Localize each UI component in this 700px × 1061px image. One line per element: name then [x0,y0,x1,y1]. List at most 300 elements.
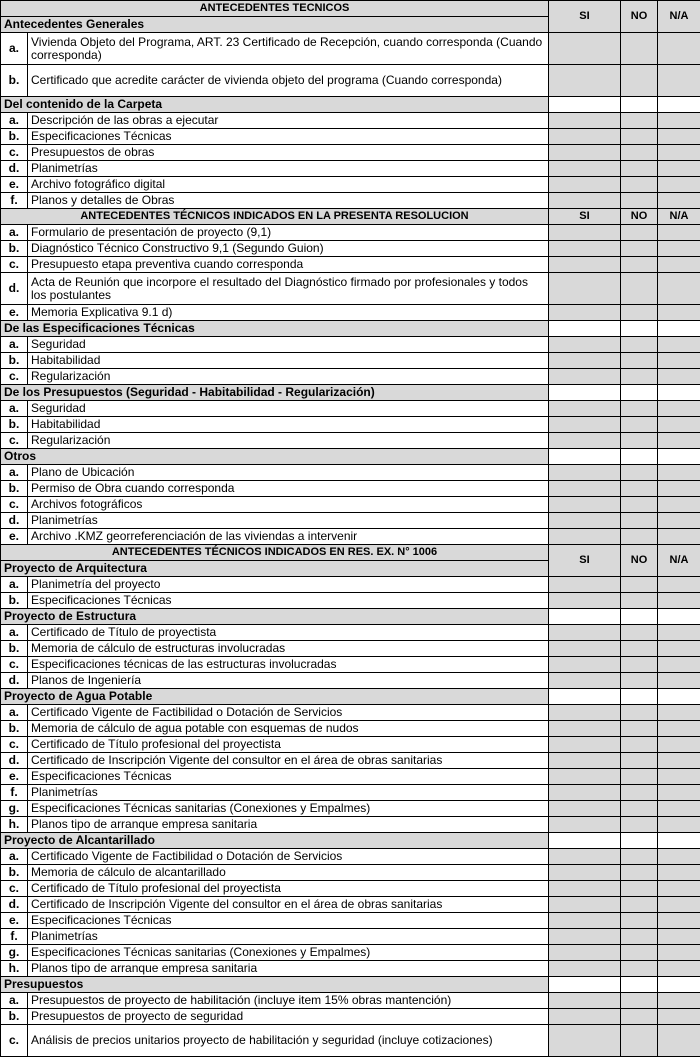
item-letter: a. [1,465,28,481]
checklist-row [1,337,700,353]
no-checkbox-cell[interactable] [621,305,658,321]
item-text: Regularización [28,369,549,385]
na-checkbox-cell[interactable] [658,337,700,353]
item-letter: e. [1,913,28,929]
no-checkbox-cell[interactable] [621,241,658,257]
item-letter: g. [1,945,28,961]
si-checkbox-cell[interactable] [549,913,621,929]
item-text: Acta de Reunión que incorpore el resultado del Diagnóstico firmado por profesionales y todos los postulantes [28,273,549,305]
checklist-row [1,753,700,769]
si-checkbox-cell[interactable] [549,577,621,593]
checklist-row [1,161,700,177]
no-checkbox-cell[interactable] [621,161,658,177]
na-checkbox-cell[interactable] [658,801,700,817]
section-title: ANTECEDENTES TÉCNICOS INDICADOS EN LA PRESENTA RESOLUCION [1,209,549,225]
item-letter: b. [1,241,28,257]
no-checkbox-cell[interactable] [621,33,658,65]
item-letter: b. [1,1009,28,1025]
item-letter: f. [1,785,28,801]
item-letter: f. [1,929,28,945]
si-checkbox-cell[interactable] [549,257,621,273]
group-no-cell [621,449,658,465]
si-checkbox-cell[interactable] [549,929,621,945]
na-checkbox-cell[interactable] [658,225,700,241]
item-text: Memoria de cálculo de estructuras involucradas [28,641,549,657]
na-checkbox-cell[interactable] [658,353,700,369]
na-checkbox-cell[interactable] [658,369,700,385]
checklist-row [1,913,700,929]
no-checkbox-cell[interactable] [621,257,658,273]
checklist-row [1,817,700,833]
item-text: Regularización [28,433,549,449]
item-text: Descripción de las obras a ejecutar [28,113,549,129]
si-checkbox-cell[interactable] [549,417,621,433]
item-text: Memoria Explicativa 9.1 d) [28,305,549,321]
na-checkbox-cell[interactable] [658,65,700,97]
group-header-row [1,689,700,705]
item-text: Archivos fotográficos [28,497,549,513]
checklist-row [1,1025,700,1057]
no-checkbox-cell[interactable] [621,753,658,769]
na-checkbox-cell[interactable] [658,1009,700,1025]
item-text: Formulario de presentación de proyecto (9,1) [28,225,549,241]
na-checkbox-cell[interactable] [658,433,700,449]
na-checkbox-cell[interactable] [658,657,700,673]
na-checkbox-cell[interactable] [658,129,700,145]
na-checkbox-cell[interactable] [658,881,700,897]
na-checkbox-cell[interactable] [658,145,700,161]
si-checkbox-cell[interactable] [549,401,621,417]
no-checkbox-cell[interactable] [621,417,658,433]
group-na-cell [658,833,700,849]
item-text: Certificado de Título de proyectista [28,625,549,641]
group-header-row [1,321,700,337]
group-title: Otros [1,449,549,465]
na-checkbox-cell[interactable] [658,817,700,833]
no-checkbox-cell[interactable] [621,961,658,977]
no-checkbox-cell[interactable] [621,369,658,385]
item-text: Planos tipo de arranque empresa sanitaria [28,961,549,977]
item-text: Memoria de cálculo de agua potable con esquemas de nudos [28,721,549,737]
checklist-row [1,273,700,305]
item-letter: d. [1,513,28,529]
item-letter: f. [1,193,28,209]
item-text: Planimetría del proyecto [28,577,549,593]
na-checkbox-cell[interactable] [658,497,700,513]
checklist-row [1,929,700,945]
si-checkbox-cell[interactable] [549,529,621,545]
no-checkbox-cell[interactable] [621,785,658,801]
na-checkbox-cell[interactable] [658,913,700,929]
na-checkbox-cell[interactable] [658,769,700,785]
checklist-row [1,1009,700,1025]
checklist-row [1,881,700,897]
no-checkbox-cell[interactable] [621,705,658,721]
group-si-cell [549,385,621,401]
si-checkbox-cell[interactable] [549,881,621,897]
no-checkbox-cell[interactable] [621,145,658,161]
no-checkbox-cell[interactable] [621,513,658,529]
si-checkbox-cell[interactable] [549,513,621,529]
checklist-row [1,577,700,593]
no-checkbox-cell[interactable] [621,721,658,737]
no-checkbox-cell[interactable] [621,769,658,785]
item-text: Certificado de Inscripción Vigente del consultor en el área de obras sanitarias [28,897,549,913]
si-checkbox-cell[interactable] [549,273,621,305]
si-checkbox-cell[interactable] [549,721,621,737]
checklist-row [1,945,700,961]
na-checkbox-cell[interactable] [658,849,700,865]
si-checkbox-cell[interactable] [549,161,621,177]
item-text: Especificaciones Técnicas [28,913,549,929]
si-checkbox-cell[interactable] [549,129,621,145]
na-checkbox-cell[interactable] [658,945,700,961]
si-checkbox-cell[interactable] [549,369,621,385]
item-text: Seguridad [28,401,549,417]
checklist-row [1,465,700,481]
si-checkbox-cell[interactable] [549,225,621,241]
no-checkbox-cell[interactable] [621,1025,658,1057]
checklist-row [1,225,700,241]
si-checkbox-cell[interactable] [549,1025,621,1057]
na-checkbox-cell[interactable] [658,593,700,609]
na-checkbox-cell[interactable] [658,753,700,769]
na-checkbox-cell[interactable] [658,961,700,977]
si-checkbox-cell[interactable] [549,673,621,689]
na-checkbox-cell[interactable] [658,673,700,689]
group-si-cell [549,833,621,849]
group-na-cell [658,321,700,337]
item-text: Especificaciones Técnicas [28,769,549,785]
group-title: Proyecto de Agua Potable [1,689,549,705]
checklist-row [1,993,700,1009]
no-checkbox-cell[interactable] [621,1009,658,1025]
group-no-cell [621,833,658,849]
no-checkbox-cell[interactable] [621,657,658,673]
si-checkbox-cell[interactable] [549,337,621,353]
group-no-cell [621,97,658,113]
no-checkbox-cell[interactable] [621,65,658,97]
item-text: Archivo .KMZ georreferenciación de las viviendas a intervenir [28,529,549,545]
na-checkbox-cell[interactable] [658,641,700,657]
item-text: Especificaciones Técnicas sanitarias (Conexiones y Empalmes) [28,945,549,961]
item-letter: b. [1,721,28,737]
section-header-row [1,1,700,17]
na-checkbox-cell[interactable] [658,241,700,257]
si-checkbox-cell[interactable] [549,817,621,833]
na-checkbox-cell[interactable] [658,193,700,209]
group-no-cell [621,689,658,705]
si-checkbox-cell[interactable] [549,641,621,657]
no-checkbox-cell[interactable] [621,897,658,913]
group-no-cell [621,609,658,625]
si-checkbox-cell[interactable] [549,465,621,481]
item-letter: d. [1,753,28,769]
item-text: Planos de Ingeniería [28,673,549,689]
item-letter: e. [1,177,28,193]
si-checkbox-cell[interactable] [549,33,621,65]
column-header-si: SI [549,1,621,33]
na-checkbox-cell[interactable] [658,161,700,177]
item-letter: b. [1,353,28,369]
item-text: Presupuesto etapa preventiva cuando corresponda [28,257,549,273]
na-checkbox-cell[interactable] [658,257,700,273]
no-checkbox-cell[interactable] [621,401,658,417]
item-letter: h. [1,817,28,833]
na-checkbox-cell[interactable] [658,929,700,945]
si-checkbox-cell[interactable] [549,657,621,673]
item-text: Seguridad [28,337,549,353]
item-text: Análisis de precios unitarios proyecto de habilitación y seguridad (incluye cotizaciones) [28,1025,549,1057]
column-header-no: NO [621,545,658,577]
item-letter: g. [1,801,28,817]
item-letter: d. [1,161,28,177]
item-text: Planos tipo de arranque empresa sanitaria [28,817,549,833]
no-checkbox-cell[interactable] [621,849,658,865]
item-text: Memoria de cálculo de alcantarillado [28,865,549,881]
checklist-row [1,657,700,673]
item-text: Certificado de Título profesional del proyectista [28,881,549,897]
group-si-cell [549,609,621,625]
item-text: Habitabilidad [28,417,549,433]
si-checkbox-cell[interactable] [549,1009,621,1025]
item-letter: b. [1,65,28,97]
checklist-row [1,353,700,369]
no-checkbox-cell[interactable] [621,481,658,497]
si-checkbox-cell[interactable] [549,433,621,449]
group-title: Proyecto de Arquitectura [1,561,549,577]
no-checkbox-cell[interactable] [621,801,658,817]
checklist-row [1,673,700,689]
item-text: Certificado de Título profesional del proyectista [28,737,549,753]
si-checkbox-cell[interactable] [549,705,621,721]
column-header-na: N/A [658,209,700,225]
item-text: Planimetrías [28,161,549,177]
item-letter: a. [1,33,28,65]
item-letter: a. [1,577,28,593]
item-text: Vivienda Objeto del Programa, ART. 23 Certificado de Recepción, cuando corresponda (Cuando corresponda) [28,33,549,65]
checklist-row [1,641,700,657]
no-checkbox-cell[interactable] [621,273,658,305]
checklist-row [1,481,700,497]
no-checkbox-cell[interactable] [621,929,658,945]
no-checkbox-cell[interactable] [621,193,658,209]
si-checkbox-cell[interactable] [549,865,621,881]
si-checkbox-cell[interactable] [549,241,621,257]
checklist-row [1,177,700,193]
si-checkbox-cell[interactable] [549,753,621,769]
item-text: Especificaciones Técnicas sanitarias (Conexiones y Empalmes) [28,801,549,817]
group-si-cell [549,321,621,337]
si-checkbox-cell[interactable] [549,177,621,193]
item-letter: a. [1,625,28,641]
group-header-row [1,385,700,401]
no-checkbox-cell[interactable] [621,129,658,145]
si-checkbox-cell[interactable] [549,769,621,785]
checklist-body [1,1,700,1057]
group-header-row [1,833,700,849]
si-checkbox-cell[interactable] [549,113,621,129]
item-letter: a. [1,993,28,1009]
si-checkbox-cell[interactable] [549,497,621,513]
checklist-row [1,593,700,609]
column-header-si: SI [549,209,621,225]
item-letter: b. [1,129,28,145]
na-checkbox-cell[interactable] [658,705,700,721]
item-letter: e. [1,529,28,545]
si-checkbox-cell[interactable] [549,593,621,609]
si-checkbox-cell[interactable] [549,737,621,753]
item-text: Habitabilidad [28,353,549,369]
checklist-row [1,897,700,913]
na-checkbox-cell[interactable] [658,417,700,433]
na-checkbox-cell[interactable] [658,513,700,529]
checklist-row [1,401,700,417]
column-header-na: N/A [658,1,700,33]
na-checkbox-cell[interactable] [658,785,700,801]
no-checkbox-cell[interactable] [621,737,658,753]
na-checkbox-cell[interactable] [658,177,700,193]
na-checkbox-cell[interactable] [658,113,700,129]
si-checkbox-cell[interactable] [549,625,621,641]
checklist-row [1,113,700,129]
checklist-row [1,865,700,881]
group-na-cell [658,977,700,993]
no-checkbox-cell[interactable] [621,673,658,689]
na-checkbox-cell[interactable] [658,401,700,417]
item-text: Planimetrías [28,513,549,529]
checklist-row [1,785,700,801]
group-no-cell [621,977,658,993]
no-checkbox-cell[interactable] [621,177,658,193]
na-checkbox-cell[interactable] [658,625,700,641]
checklist-row [1,705,700,721]
checklist-row [1,721,700,737]
na-checkbox-cell[interactable] [658,305,700,321]
no-checkbox-cell[interactable] [621,353,658,369]
group-na-cell [658,97,700,113]
group-header-row [1,977,700,993]
si-checkbox-cell[interactable] [549,785,621,801]
item-text: Presupuestos de obras [28,145,549,161]
item-letter: c. [1,497,28,513]
group-na-cell [658,449,700,465]
group-header-row [1,449,700,465]
si-checkbox-cell[interactable] [549,305,621,321]
no-checkbox-cell[interactable] [621,817,658,833]
item-letter: c. [1,257,28,273]
si-checkbox-cell[interactable] [549,193,621,209]
na-checkbox-cell[interactable] [658,737,700,753]
si-checkbox-cell[interactable] [549,65,621,97]
si-checkbox-cell[interactable] [549,145,621,161]
group-title: Antecedentes Generales [1,17,549,33]
item-letter: b. [1,417,28,433]
no-checkbox-cell[interactable] [621,913,658,929]
si-checkbox-cell[interactable] [549,945,621,961]
si-checkbox-cell[interactable] [549,961,621,977]
si-checkbox-cell[interactable] [549,993,621,1009]
si-checkbox-cell[interactable] [549,353,621,369]
group-na-cell [658,609,700,625]
item-letter: d. [1,273,28,305]
group-si-cell [549,977,621,993]
item-letter: c. [1,881,28,897]
group-na-cell [658,385,700,401]
si-checkbox-cell[interactable] [549,801,621,817]
na-checkbox-cell[interactable] [658,1025,700,1057]
si-checkbox-cell[interactable] [549,897,621,913]
section-title: ANTECEDENTES TÉCNICOS INDICADOS EN RES. EX. N° 1006 [1,545,549,561]
section-title: ANTECEDENTES TECNICOS [1,1,549,17]
item-text: Certificado Vigente de Factibilidad o Dotación de Servicios [28,705,549,721]
item-letter: a. [1,401,28,417]
si-checkbox-cell[interactable] [549,481,621,497]
item-text: Presupuestos de proyecto de seguridad [28,1009,549,1025]
na-checkbox-cell[interactable] [658,273,700,305]
no-checkbox-cell[interactable] [621,113,658,129]
section-header-row [1,545,700,561]
na-checkbox-cell[interactable] [658,529,700,545]
no-checkbox-cell[interactable] [621,529,658,545]
checklist-row [1,625,700,641]
na-checkbox-cell[interactable] [658,481,700,497]
checklist-row [1,849,700,865]
section-header-row [1,209,700,225]
no-checkbox-cell[interactable] [621,625,658,641]
item-letter: c. [1,657,28,673]
na-checkbox-cell[interactable] [658,993,700,1009]
na-checkbox-cell[interactable] [658,721,700,737]
na-checkbox-cell[interactable] [658,577,700,593]
group-title: Proyecto de Estructura [1,609,549,625]
no-checkbox-cell[interactable] [621,433,658,449]
checklist-row [1,769,700,785]
item-letter: e. [1,305,28,321]
no-checkbox-cell[interactable] [621,945,658,961]
na-checkbox-cell[interactable] [658,865,700,881]
na-checkbox-cell[interactable] [658,897,700,913]
item-text: Especificaciones Técnicas [28,593,549,609]
no-checkbox-cell[interactable] [621,225,658,241]
item-letter: b. [1,593,28,609]
si-checkbox-cell[interactable] [549,849,621,865]
no-checkbox-cell[interactable] [621,497,658,513]
checklist-row [1,497,700,513]
group-header-row [1,97,700,113]
item-text: Archivo fotográfico digital [28,177,549,193]
no-checkbox-cell[interactable] [621,993,658,1009]
item-letter: b. [1,865,28,881]
na-checkbox-cell[interactable] [658,33,700,65]
item-text: Diagnóstico Técnico Constructivo 9,1 (Segundo Guion) [28,241,549,257]
na-checkbox-cell[interactable] [658,465,700,481]
item-text: Plano de Ubicación [28,465,549,481]
no-checkbox-cell[interactable] [621,465,658,481]
column-header-na: N/A [658,545,700,577]
group-si-cell [549,689,621,705]
item-letter: a. [1,849,28,865]
no-checkbox-cell[interactable] [621,881,658,897]
item-text: Certificado de Inscripción Vigente del consultor en el área de obras sanitarias [28,753,549,769]
group-title: De los Presupuestos (Seguridad - Habitabilidad - Regularización) [1,385,549,401]
no-checkbox-cell[interactable] [621,641,658,657]
no-checkbox-cell[interactable] [621,865,658,881]
no-checkbox-cell[interactable] [621,577,658,593]
no-checkbox-cell[interactable] [621,593,658,609]
no-checkbox-cell[interactable] [621,337,658,353]
item-letter: e. [1,769,28,785]
